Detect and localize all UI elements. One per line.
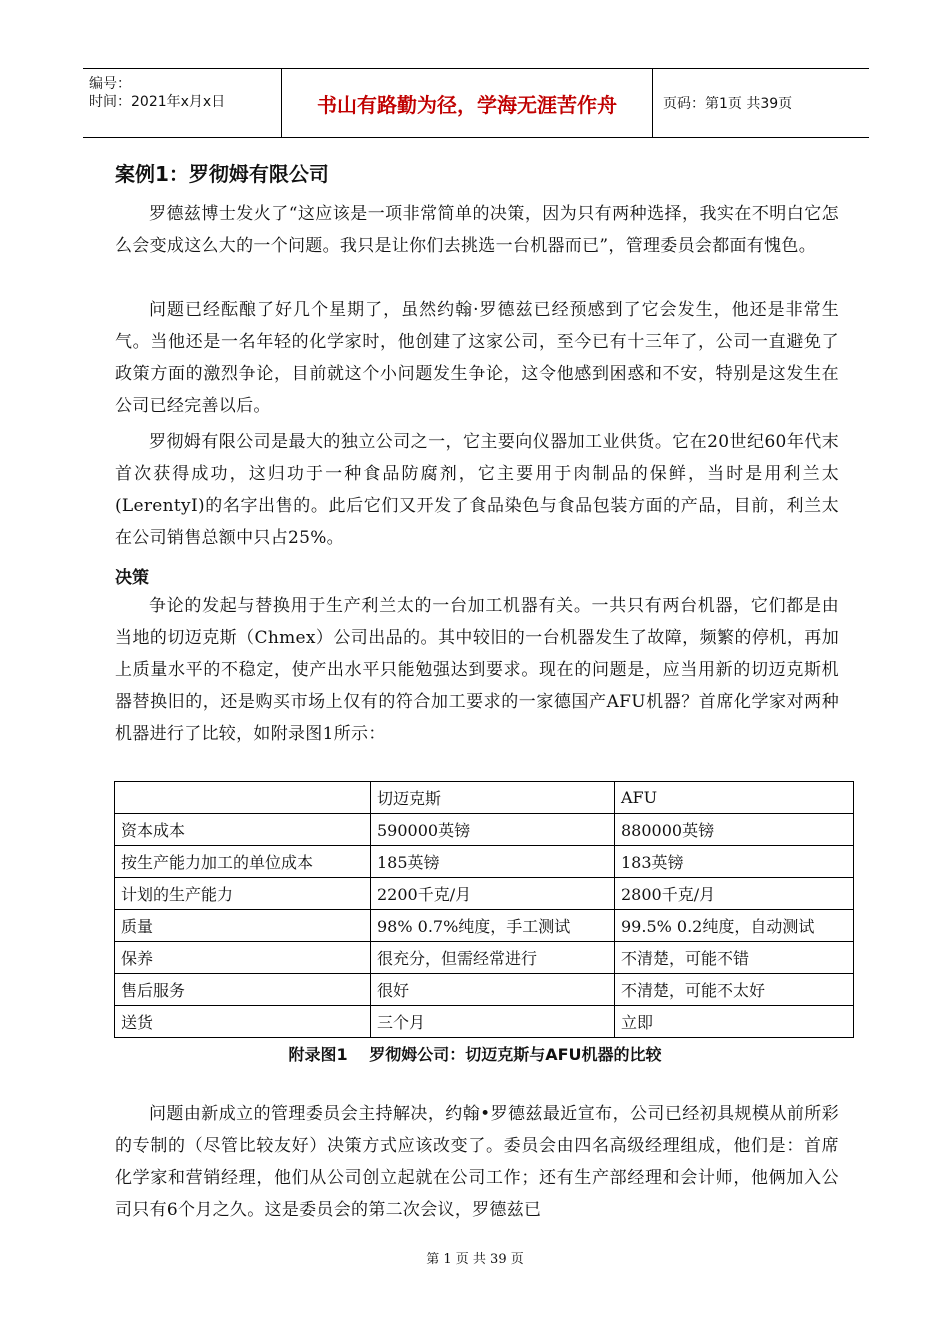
comparison-table xyxy=(114,781,854,1038)
table-row xyxy=(115,910,854,942)
table-cell: 880000英镑 xyxy=(615,814,854,846)
table-cell: 送货 xyxy=(115,1006,371,1038)
table-cell: 资本成本 xyxy=(115,814,371,846)
table-row xyxy=(115,878,854,910)
table-cell: 很充分，但需经常进行 xyxy=(371,942,615,974)
table-cell: 三个月 xyxy=(371,1006,615,1038)
table-row xyxy=(115,974,854,1006)
table-row xyxy=(115,1006,854,1038)
table-cell: 售后服务 xyxy=(115,974,371,1006)
table-cell: 2800千克/月 xyxy=(615,878,854,910)
table-cell: 很好 xyxy=(371,974,615,1006)
table-cell: 185英镑 xyxy=(371,846,615,878)
time-label: 时间：2021年x月x日 xyxy=(89,94,226,110)
number-label: 编号： xyxy=(89,76,131,92)
header-page-info: 页码：第1页 共39页 xyxy=(663,96,793,112)
table-cell: 按生产能力加工的单位成本 xyxy=(115,846,371,878)
table-cell: 立即 xyxy=(615,1006,854,1038)
table-row xyxy=(115,814,854,846)
header-meta xyxy=(83,69,281,137)
table-cell: 不清楚，可能不错 xyxy=(615,942,854,974)
table-row xyxy=(115,942,854,974)
table-header-cell: 切迈克斯 xyxy=(371,782,615,814)
table-row xyxy=(115,846,854,878)
document-title: 案例1：罗彻姆有限公司 xyxy=(115,162,329,186)
header-motto: 书山有路勤为径，学海无涯苦作舟 xyxy=(281,69,653,137)
page-header xyxy=(83,68,869,138)
paragraph-4: 争论的发起与替换用于生产利兰太的一台加工机器有关。一共只有两台机器，它们都是由当地的切迈克斯（Chmex）公司出品的。其中较旧的一台机器发生了故障，频繁的停机，再加上质量水平的不稳定，使产出水平只能勉强达到要求。现在的问题是，应当用新的切迈克斯机器替换旧的，还是购买市场上仅有的符合加工要求的一家德国产AFU机器？首席化学家对两种机器进行了比较，如附录图1所示： xyxy=(115,596,839,744)
table-cell: 2200千克/月 xyxy=(371,878,615,910)
table-caption: 附录图1 罗彻姆公司：切迈克斯与AFU机器的比较 xyxy=(288,1045,662,1064)
section-heading: 决策 xyxy=(115,568,149,588)
table-cell: 保养 xyxy=(115,942,371,974)
page-footer: 第 1 页 共 39 页 xyxy=(426,1252,524,1267)
table-cell: 不清楚，可能不太好 xyxy=(615,974,854,1006)
paragraph-5: 问题由新成立的管理委员会主持解决，约翰•罗德兹最近宣布，公司已经初具规模从前所彩的专制的（尽管比较友好）决策方式应该改变了。委员会由四名高级经理组成，他们是：首席化学家和营销经理，他们从公司创立起就在公司工作；还有生产部经理和会计师，他俩加入公司只有6个月之久。这是委员会的第二次会议，罗德兹已 xyxy=(115,1104,839,1220)
table-header-cell xyxy=(115,782,371,814)
table-cell: 183英镑 xyxy=(615,846,854,878)
paragraph-2: 问题已经酝酿了好几个星期了，虽然约翰·罗德兹已经预感到了它会发生，他还是非常生气。当他还是一名年轻的化学家时，他创建了这家公司，至今已有十三年了，公司一直避免了政策方面的激烈争论，目前就这个小问题发生争论，这令他感到困惑和不安，特别是这发生在公司已经完善以后。 xyxy=(115,300,839,416)
paragraph-3: 罗彻姆有限公司是最大的独立公司之一，它主要向仪器加工业供货。它在20世纪60年代末首次获得成功，这归功于一种食品防腐剂，它主要用于肉制品的保鲜，当时是用利兰太(LerentyI)的名字出售的。此后它们又开发了食品染色与食品包装方面的产品，目前，利兰太在公司销售总额中只占25%。 xyxy=(115,432,839,548)
table-cell: 99.5% 0.2纯度，自动测试 xyxy=(615,910,854,942)
table-cell: 质量 xyxy=(115,910,371,942)
table-header-cell: AFU xyxy=(615,782,854,814)
table-cell: 590000英镑 xyxy=(371,814,615,846)
table-cell: 98% 0.7%纯度，手工测试 xyxy=(371,910,615,942)
paragraph-1: 罗德兹博士发火了“这应该是一项非常简单的决策，因为只有两种选择，我实在不明白它怎么会变成这么大的一个问题。我只是让你们去挑选一台机器而已”，管理委员会都面有愧色。 xyxy=(115,204,839,256)
table-cell: 计划的生产能力 xyxy=(115,878,371,910)
table-header-row xyxy=(115,782,854,814)
